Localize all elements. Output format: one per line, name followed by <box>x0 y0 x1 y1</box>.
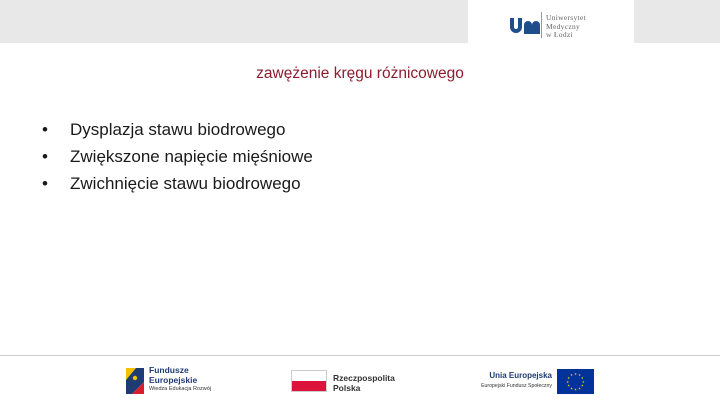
fe-line-1: Fundusze <box>149 365 189 375</box>
pl-line-2: Polska <box>333 382 361 393</box>
eu-title: Unia Europejska <box>489 371 552 380</box>
svg-text:★: ★ <box>578 373 581 377</box>
university-name-line-3: w Łodzi <box>546 30 573 39</box>
rzeczpospolita-polska-text <box>333 374 395 393</box>
poland-flag-icon <box>291 370 327 392</box>
footer-divider <box>0 355 720 356</box>
list-item <box>42 170 313 197</box>
eu-flag-icon <box>557 369 594 394</box>
svg-text:★: ★ <box>580 383 584 388</box>
fe-line-2: Europejskie <box>149 374 198 385</box>
eu-subtitle: Europejski Fundusz Społeczny <box>481 383 552 389</box>
svg-text:★: ★ <box>567 376 571 380</box>
svg-text:★: ★ <box>580 376 584 380</box>
university-name <box>546 14 586 40</box>
list-item-text: Dysplazja stawu biodrowego <box>70 120 286 139</box>
logo-separator <box>541 12 542 38</box>
bullet-list <box>42 116 313 197</box>
fundusze-europejskie-logo-icon <box>124 364 146 396</box>
pl-line-1: Rzeczpospolita <box>333 373 395 383</box>
bullet-icon: • <box>42 174 48 193</box>
list-item-text: Zwichnięcie stawu biodrowego <box>70 174 301 193</box>
university-name-line-1: Uniwersytet <box>546 13 586 22</box>
svg-text:★: ★ <box>574 372 577 376</box>
list-item-text: Zwiększone napięcie mięśniowe <box>70 147 313 166</box>
list-item <box>42 143 313 170</box>
fe-subtitle: Wiedza Edukacja Rozwój <box>149 386 212 392</box>
bullet-icon: • <box>42 147 48 166</box>
slide-title: zawężenie kręgu różnicowego <box>256 65 464 82</box>
svg-text:★: ★ <box>574 387 577 392</box>
svg-text:★: ★ <box>566 379 570 384</box>
svg-text:★: ★ <box>567 383 571 388</box>
svg-text:★: ★ <box>570 373 573 377</box>
um-logo-icon <box>508 14 542 36</box>
unia-europejska-text <box>474 370 552 392</box>
svg-text:★: ★ <box>578 386 581 391</box>
university-name-line-2: Medyczny <box>546 21 581 31</box>
list-item <box>42 116 313 143</box>
svg-text:★: ★ <box>570 386 573 391</box>
fundusze-europejskie-text <box>149 366 211 394</box>
svg-text:★: ★ <box>581 379 585 384</box>
bullet-icon: • <box>42 120 48 139</box>
